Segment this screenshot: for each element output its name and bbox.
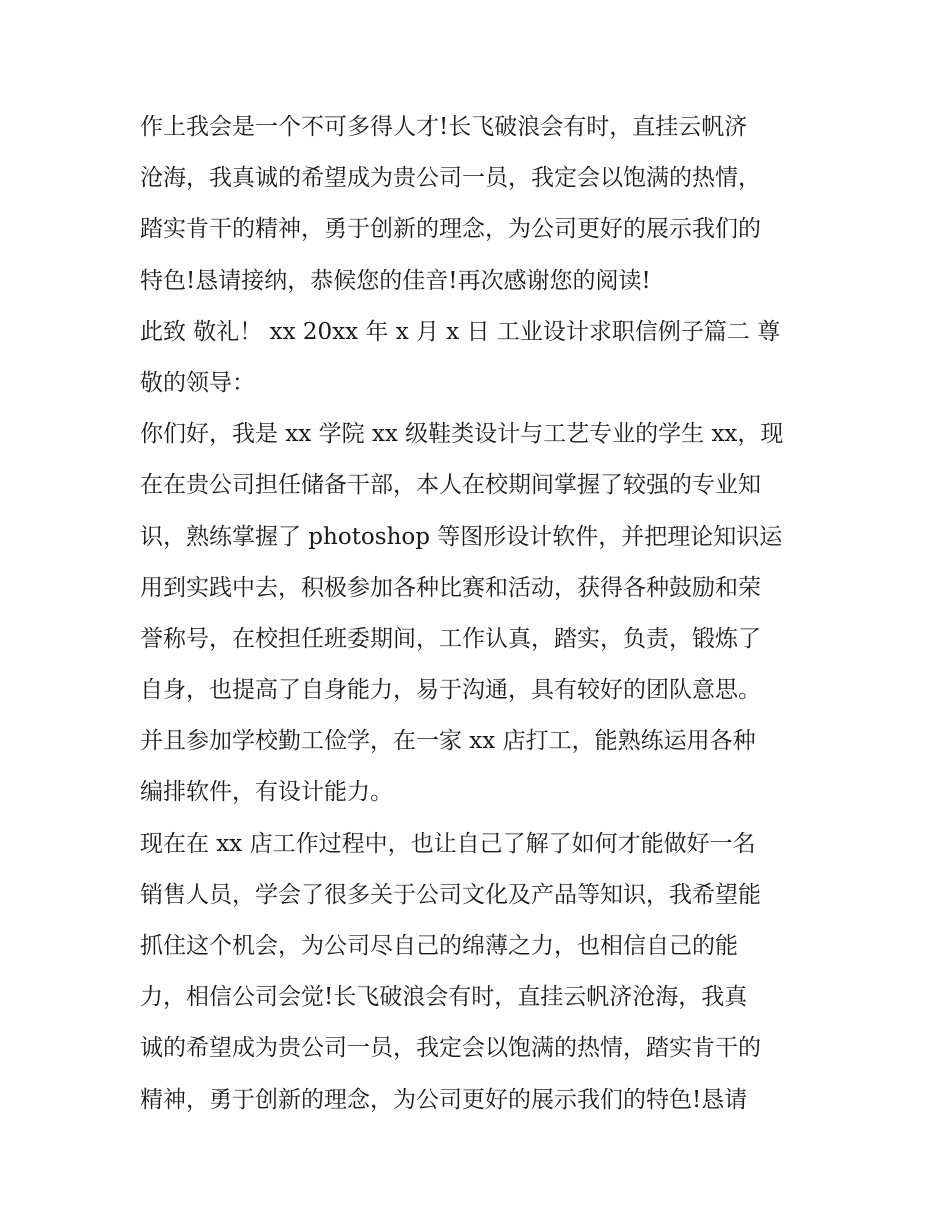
text-line: 用到实践中去，积极参加各种比赛和活动，获得各种鼓励和荣 <box>140 574 761 601</box>
text-line: 精神，勇于创新的理念，为公司更好的展示我们的特色!恳请 <box>140 1086 748 1113</box>
text-line: 诚的希望成为贵公司一员，我定会以饱满的热情，踏实肯干的 <box>140 1035 761 1062</box>
text-line: 你们好，我是 xx 学院 xx 级鞋类设计与工艺专业的学生 xx，现 <box>140 421 784 448</box>
letter-body <box>140 102 820 1126</box>
text-line: 敬的领导： <box>140 369 255 396</box>
text-line: 现在在 xx 店工作过程中，也让自己了解了如何才能做好一名 <box>140 830 756 857</box>
text-line: 作上我会是一个不可多得人才!长飞破浪会有时，直挂云帆济 <box>140 114 748 140</box>
text-line: 自身，也提高了自身能力，易于沟通，具有较好的团队意思。 <box>140 677 761 704</box>
text-line: 沧海，我真诚的希望成为贵公司一员，我定会以饱满的热情， <box>140 165 761 192</box>
text-line: 识，熟练掌握了 photoshop 等图形设计软件，并把理论知识运 <box>140 523 783 550</box>
text-line: 并且参加学校勤工俭学，在一家 xx 店打工，能熟练运用各种 <box>140 728 756 755</box>
text-line: 在在贵公司担任储备干部，本人在校期间掌握了较强的专业知 <box>140 472 761 499</box>
text-line: 誉称号，在校担任班委期间，工作认真，踏实，负责，锻炼了 <box>140 625 761 652</box>
text-line: 力，相信公司会觉!长飞破浪会有时，直挂云帆济沧海，我真 <box>140 984 748 1011</box>
text-line: 踏实肯干的精神，勇于创新的理念，为公司更好的展示我们的 <box>140 216 761 243</box>
text-line: 抓住这个机会，为公司尽自己的绵薄之力，也相信自己的能 <box>140 933 738 959</box>
text-line: 销售人员，学会了很多关于公司文化及产品等知识，我希望能 <box>140 881 761 908</box>
text-line: 此致 敬礼！ xx 20xx 年 x 月 x 日 工业设计求职信例子篇二 尊 <box>140 318 781 345</box>
text-line: 特色!恳请接纳，恭候您的佳音!再次感谢您的阅读! <box>140 267 651 294</box>
text-line: 编排软件，有设计能力。 <box>140 779 393 806</box>
